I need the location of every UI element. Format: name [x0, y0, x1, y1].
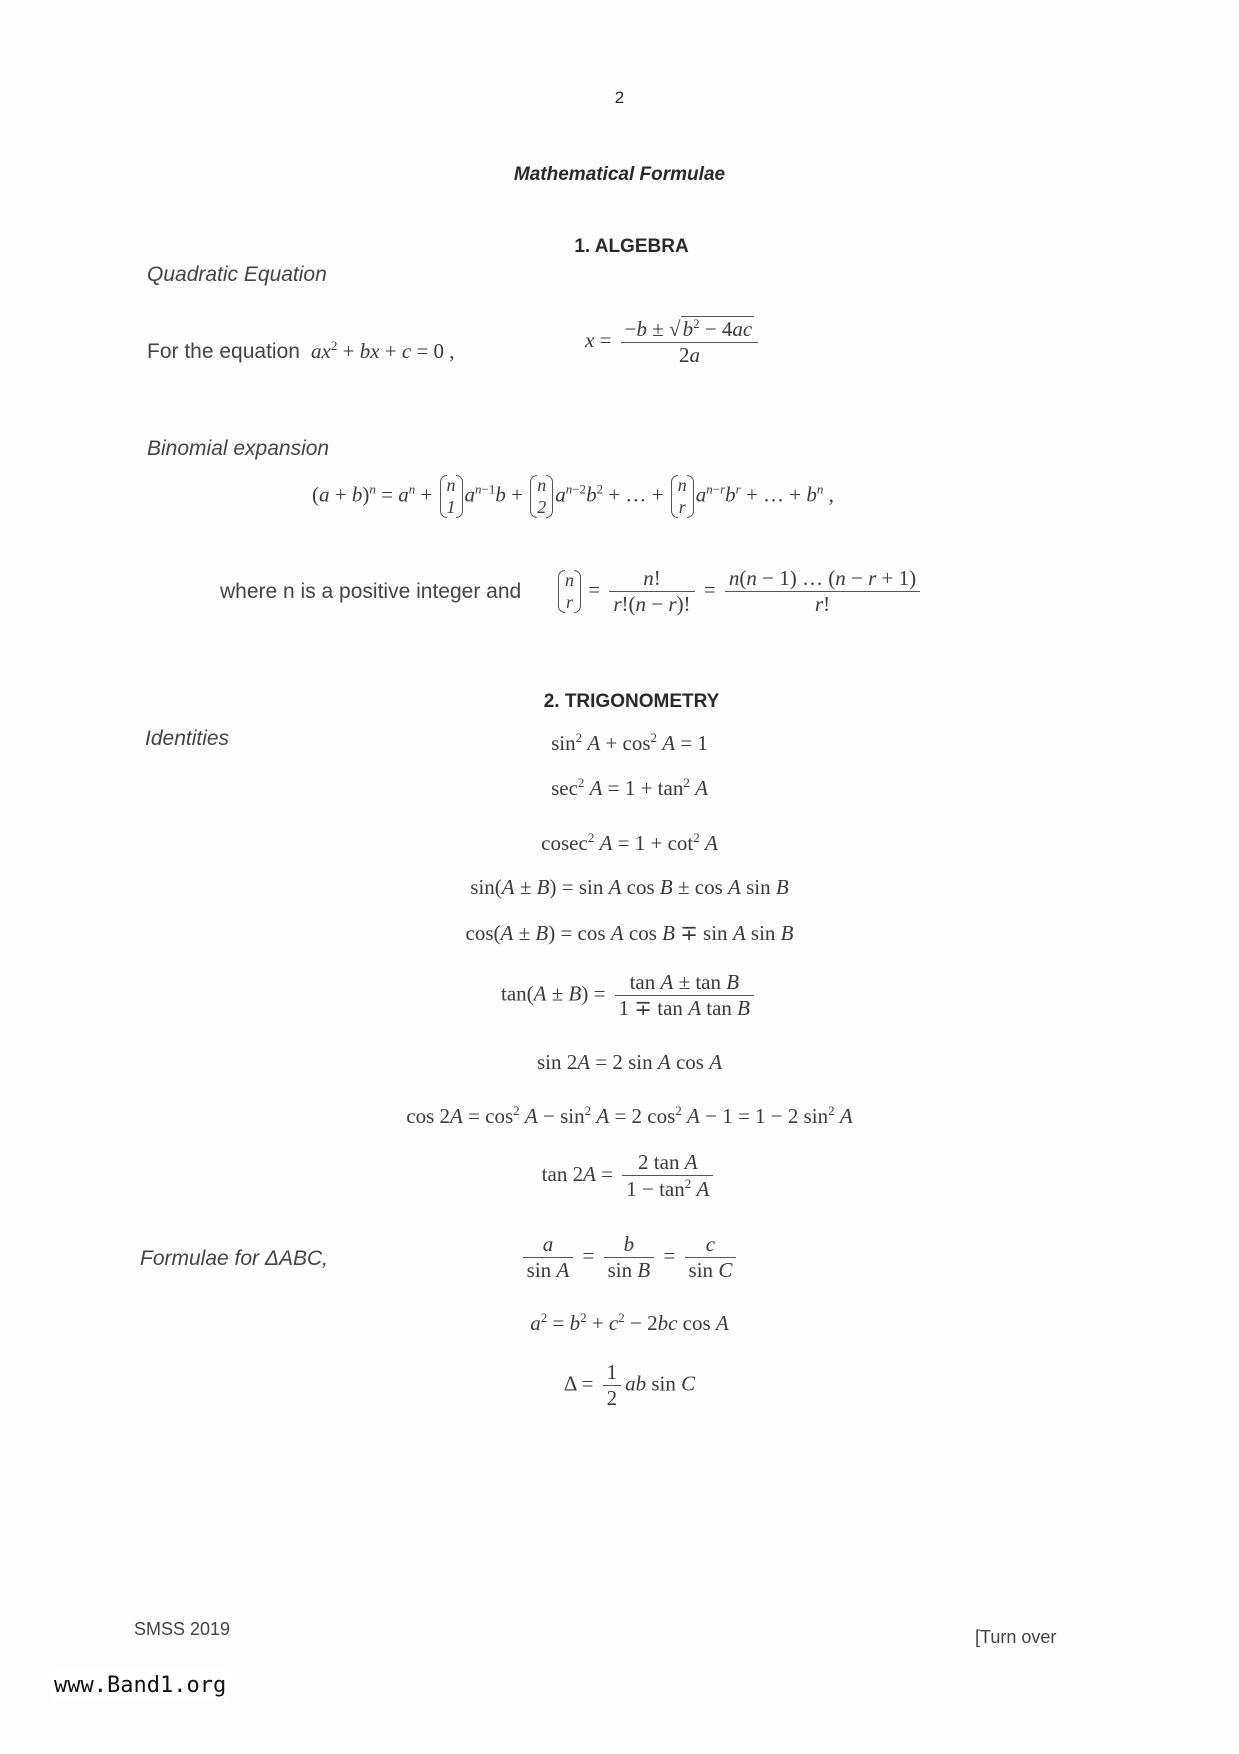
binomial-expansion-label: Binomial expansion: [147, 437, 330, 460]
footer-exam-code: SMSS 2019: [134, 1619, 231, 1639]
triangle-formulae-label: Formulae for ΔABC,: [140, 1247, 328, 1270]
footer-turn-over: [Turn over: [975, 1627, 1057, 1647]
identity-tan-double: tan 2A = $\frac{\text{2 tan A}}{1 - \tan^2 A}$: [10, 1150, 1239, 1202]
binomial-expansion-formula: $(a + b)^n = a^n$ + n 1 $a^{n-1}b$ + n 2 $a^{n-2}b^2$ + … + n r $a^{n-r}b^r$ + … + $b^n$ ,: [312, 475, 834, 517]
watermark: www.Band1.org: [50, 1671, 230, 1700]
identity-sin-sum: sin(A ± B) = sin A cos B ± cos A sin B: [470, 875, 789, 899]
binomial-where-text: where n is a positive integer and: [220, 580, 522, 603]
document-title: Mathematical Formulae: [513, 164, 726, 185]
quadratic-equation-label: Quadratic Equation: [147, 263, 327, 286]
page-number: 2: [614, 88, 625, 107]
identity-cosec-cot: cosec$^2$ $A = 1 + \cot^2 A$: [541, 830, 718, 855]
cosine-rule: $a^2 = b^2 + c^2 - 2bc$ cos A: [530, 1310, 729, 1335]
identity-cos-double: $\cos 2A = \cos^2 A - \sin^2 A = 2$ $\cos^2 A - 1 = 1 - 2$ $\sin^2 A$: [406, 1103, 853, 1128]
sine-rule: $\frac{a}{\text{sin A}}$ = $\frac{b}{\text{sin B}}$ = $\frac{c}{\text{sin C}}$: [10, 1232, 1239, 1283]
identity-cos-sum: cos(A ± B) = cos A cos B ∓ sin A sin B: [465, 921, 794, 945]
identity-tan-sum: tan(A ± B) = $\frac{\text{tan A ± tan B}}{\text{1 ∓ tan A tan B}}$: [10, 970, 1239, 1021]
binomial-coefficient-formula: n r = $\frac{n!}{r!(n - r)!}$ = $\frac{n(n - 1) \dots (n - r + 1)}{r!}$: [556, 566, 924, 617]
identity-sin-cos: $\sin^2 A + \cos^2 A = 1$: [551, 730, 708, 755]
quadratic-equation-row: [147, 338, 455, 364]
quadratic-equation: $ax^2$ + bx + c = 0 ,: [311, 338, 455, 363]
quadratic-text: For the equation: [147, 340, 300, 363]
identity-sin-double: sin 2A = 2 sin A cos A: [536, 1050, 723, 1074]
section-heading-algebra: 1. ALGEBRA: [574, 236, 689, 257]
quadratic-formula: x = $\frac{-b \pm √b^2 - 4ac}{2a}$: [585, 316, 762, 368]
identities-label: Identities: [145, 727, 230, 750]
section-heading-trigonometry: 2. TRIGONOMETRY: [543, 691, 720, 712]
triangle-area-formula: Δ = $\frac{1}{2}$ ab sin C: [563, 1360, 696, 1410]
identity-sec-tan: $\sec^2 A = 1 + \tan^2 A$: [551, 775, 708, 800]
